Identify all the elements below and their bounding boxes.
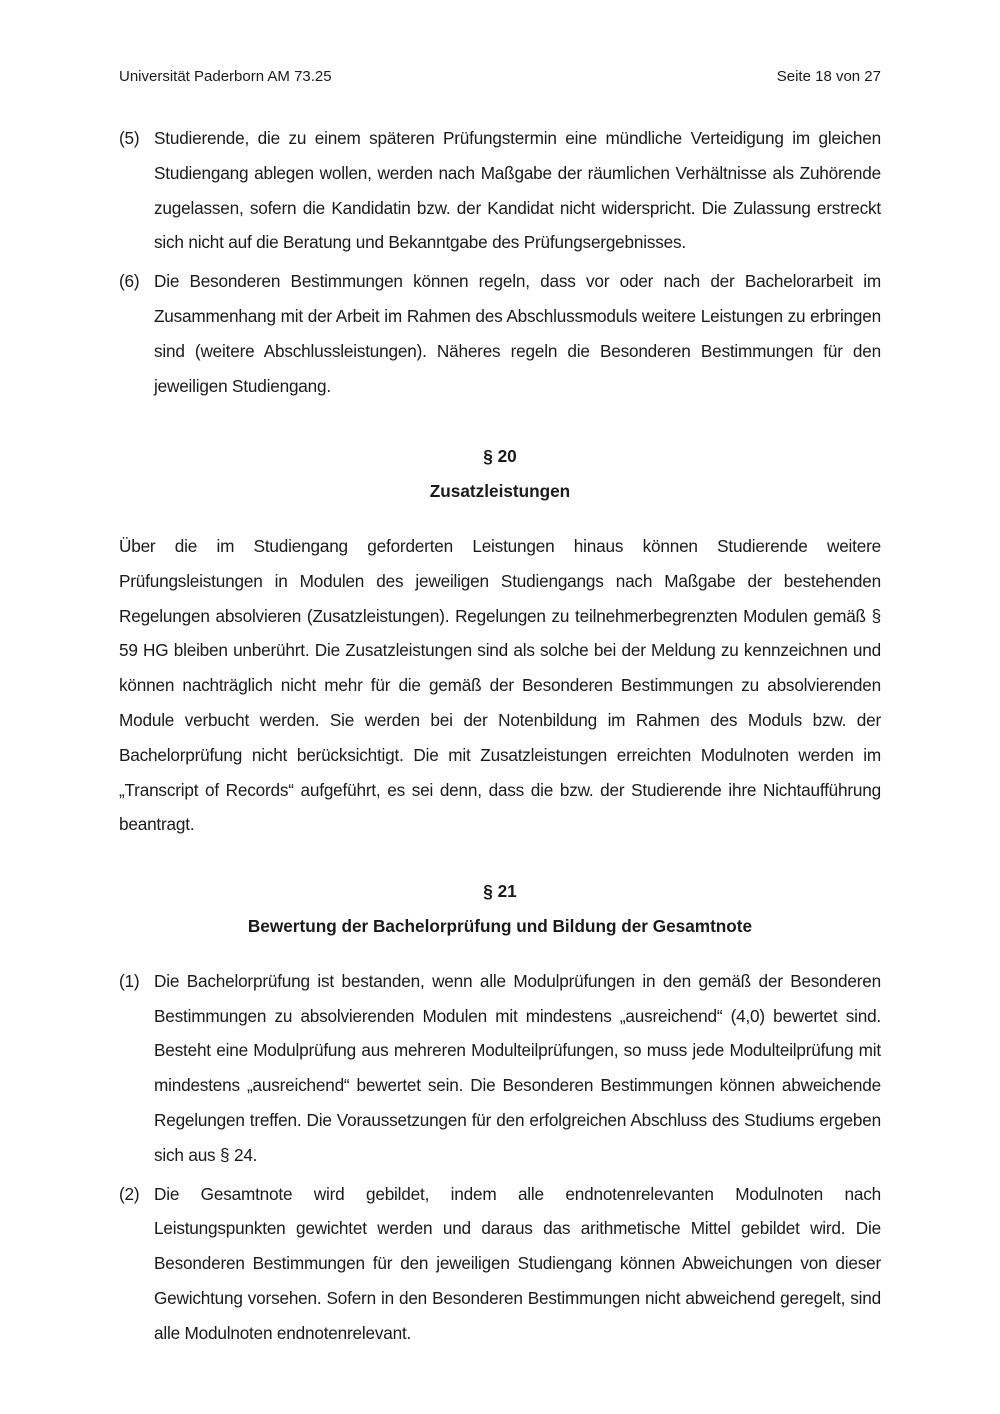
section-21-title: Bewertung der Bachelorprüfung und Bildung der Gesamtnote — [247, 915, 753, 936]
item-number: (5) — [119, 128, 140, 148]
item-number: (6) — [119, 271, 140, 292]
section-20-body: Über die im Studiengang geforderten Leistungen hinaus können Studierende weitere Prüfungsleistungen in Modulen des jeweiligen Studiengangs nach Maßgabe der bestehenden Regelungen absolvieren (Zusatzleistungen). Regelungen zu teilnehmerbegrenzten Modulen gemäß § 59 HG bleiben unberührt. Die Zusatzleistungen sind als solche bei der Meldung zu kennzeichnen und können nachträglich nicht mehr für die gemäß der Besonderen Bestimmungen zu absolvierenden Module verbucht werden. Sie werden bei der Notenbildung im Rahmen des Moduls bzw. der Bachelorprüfung nicht berücksichtigt. Die mit Zusatzleistungen erreichten Modulnoten werden im „Transcript of Records“ aufgeführt, es sei denn, dass die bzw. der Studierende ihre Nichtaufführung beantragt. — [119, 535, 881, 835]
item-number: (1) — [119, 970, 140, 991]
page-content — [119, 121, 881, 1355]
header-page-number: Seite 18 von 27 — [776, 68, 881, 85]
section-20-title: Zusatzleistungen — [429, 481, 571, 502]
paragraph-item-6 — [119, 264, 881, 403]
header-document-id: Universität Paderborn AM 73.25 — [119, 68, 332, 85]
page-header — [119, 68, 881, 90]
item-text: Die Besonderen Bestimmungen können regeln, dass vor oder nach der Bachelorarbeit im Zusammenhang mit der Arbeit im Rahmen des Abschlussmoduls weitere Leistungen zu erbringen sind (weitere Abschlussleistungen). Näheres regeln die Besonderen Bestimmungen für den jeweiligen Studiengang. — [154, 271, 881, 396]
item-text: Die Bachelorprüfung ist bestanden, wenn alle Modulprüfungen in den gemäß der Besonderen Bestimmungen zu absolvierenden Modulen mit mindestens „ausreichend“ (4,0) bewertet sind. Besteht eine Modulprüfung aus mehreren Modulteilprüfungen, so muss jede Modulteilprüfung mit mindestens „ausreichend“ bewertet sein. Die Besonderen Bestimmungen können abweichende Regelungen treffen. Die Voraussetzungen für den erfolgreichen Abschluss des Studiums ergeben sich aus § 24. — [154, 970, 881, 1165]
item-text: Die Gesamtnote wird gebildet, indem alle endnotenrelevanten Modulnoten nach Leistungspunkten gewichtet werden und daraus das arithmetische Mittel gebildet wird. Die Besonderen Bestimmungen für den jeweiligen Studiengang können Abweichungen von dieser Gewichtung vorsehen. Sofern in den Besonderen Bestimmungen nicht abweichend geregelt, sind alle Modulnoten endnotenrelevant. — [154, 1183, 881, 1343]
item-number: (2) — [119, 1183, 140, 1204]
paragraph-item-1 — [119, 964, 881, 1173]
item-text: Studierende, die zu einem späteren Prüfungstermin eine mündliche Verteidigung im gleichen Studiengang ablegen wollen, werden nach Maßgabe der räumlichen Verhältnisse als Zuhörende zugelassen, sofern die Kandidatin bzw. der Kandidat nicht widerspricht. Die Zulassung erstreckt sich nicht auf die Beratung und Bekanntgabe des Prüfungsergebnisses. — [154, 128, 881, 253]
section-20-number: § 20 — [483, 446, 517, 467]
section-21-number: § 21 — [483, 881, 517, 902]
paragraph-item-5 — [119, 121, 881, 260]
paragraph-item-2 — [119, 1177, 881, 1351]
